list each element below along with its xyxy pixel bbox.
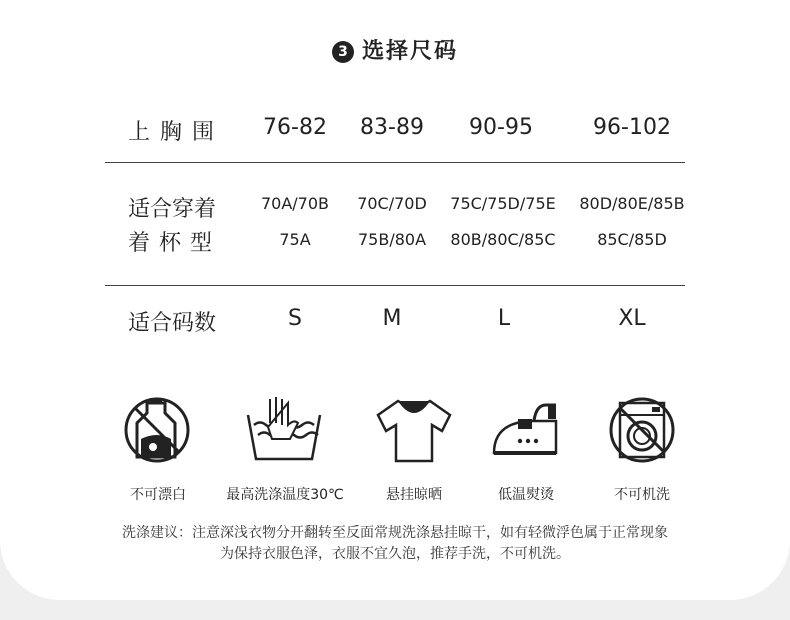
cup-value: 85C/85D xyxy=(597,230,667,249)
size-label: 适合码数 xyxy=(128,311,217,336)
bust-value: 96-102 xyxy=(593,115,671,140)
cup-value: 75A xyxy=(279,230,311,249)
bust-value: 83-89 xyxy=(360,115,424,140)
care-note-line2: 为保持衣服色泽，衣服不宜久泡，推荐手洗，不可机洗。 xyxy=(220,546,570,562)
bust-value: 76-82 xyxy=(263,115,327,140)
size-value: S xyxy=(288,306,302,331)
care-label: 最高洗涤温度30℃ xyxy=(226,487,344,503)
cup-label-line2: 着杯型 xyxy=(128,231,222,256)
cup-value: 70C/70D xyxy=(357,194,427,213)
no-bleach-icon xyxy=(117,395,197,465)
care-label: 不可机洗 xyxy=(614,487,670,503)
hang-dry-icon xyxy=(374,395,454,465)
hand-wash-icon xyxy=(244,395,324,465)
table-divider xyxy=(105,162,685,163)
section-title xyxy=(0,34,790,65)
cup-label-line1: 适合穿着 xyxy=(128,197,217,222)
cup-value: 80B/80C/85C xyxy=(450,230,556,249)
size-value: M xyxy=(382,306,402,331)
section-title-text: 选择尺码 xyxy=(361,39,458,64)
cup-value: 80D/80E/85B xyxy=(579,194,685,213)
care-note-line1: 洗涤建议：注意深浅衣物分开翻转至反面常规洗涤悬挂晾干，如有轻微浮色属于正常现象 xyxy=(122,525,668,541)
step-number-badge: 3 xyxy=(332,41,354,63)
care-label: 悬挂晾晒 xyxy=(386,487,442,503)
care-label: 低温熨烫 xyxy=(498,487,554,503)
table-divider xyxy=(105,285,685,286)
bust-value: 90-95 xyxy=(469,115,533,140)
size-value: L xyxy=(497,306,511,331)
cup-value: 75B/80A xyxy=(357,230,427,249)
cup-value: 70A/70B xyxy=(260,194,330,213)
no-machine-wash-icon xyxy=(602,395,682,465)
low-iron-icon xyxy=(486,395,566,465)
bust-label: 上胸围 xyxy=(128,120,225,145)
cup-value: 75C/75D/75E xyxy=(450,194,556,213)
care-label: 不可漂白 xyxy=(130,487,186,503)
size-value: XL xyxy=(618,306,646,331)
